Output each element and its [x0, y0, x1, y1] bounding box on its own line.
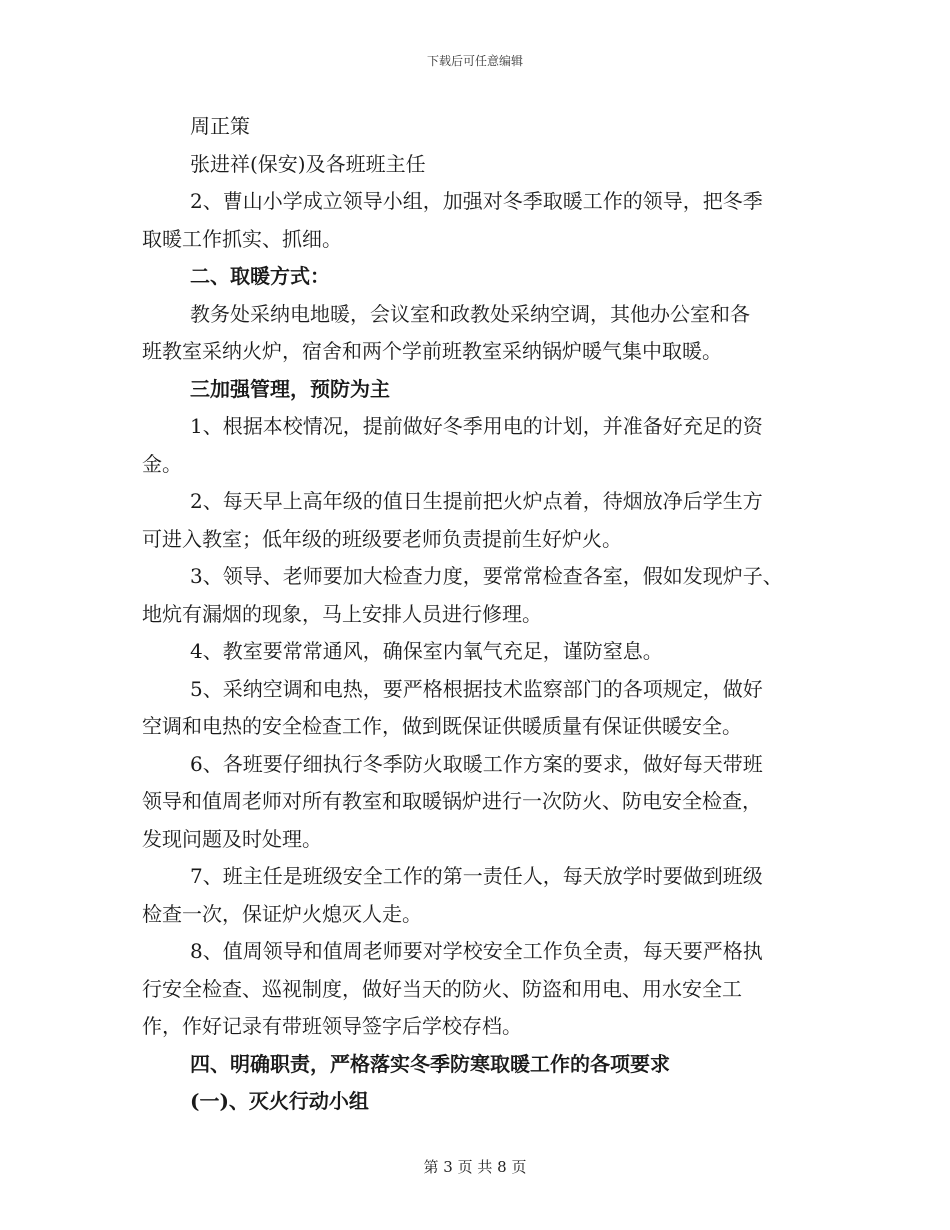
section-heading: 四、明确职责，严格落实冬季防寒取暖工作的各项要求	[190, 1051, 670, 1076]
body-text-line: 6、各班要仔细执行冬季防火取暖工作方案的要求，做好每天带班	[190, 751, 763, 776]
body-text-line: 2、曹山小学成立领导小组，加强对冬季取暖工作的领导，把冬季	[190, 189, 763, 213]
body-text-line: 作，作好记录有带班领导签字后学校存档。	[142, 1014, 522, 1038]
section-heading: (一)、灭火行动小组	[190, 1089, 369, 1113]
body-text-line: 空调和电热的安全检查工作，做到既保证供暖质量有保证供暖安全。	[142, 714, 742, 738]
page-footer: 第 3 页 共 8 页	[423, 1158, 527, 1176]
body-text-line: 行安全检查、巡视制度，做好当天的防火、防盗和用电、用水安全工	[142, 976, 742, 1001]
body-text-line: 地炕有漏烟的现象，马上安排人员进行修理。	[142, 601, 542, 626]
body-text-line: 金。	[142, 451, 182, 476]
body-text-line: 7、班主任是班级安全工作的第一责任人，每天放学时要做到班级	[190, 864, 763, 888]
body-text-line: 张进祥(保安)及各班班主任	[190, 151, 426, 176]
document-body	[142, 108, 808, 1121]
body-text-line: 4、教室要常常通风，确保室内氧气充足，谨防窒息。	[190, 639, 663, 663]
page-header: 下载后可任意编辑	[426, 54, 523, 68]
body-text-line: 周正策	[190, 114, 250, 138]
body-text-line: 8、值周领导和值周老师要对学校安全工作负全责，每天要严格执	[190, 939, 763, 963]
body-text-line: 5、采纳空调和电热，要严格根据技术监察部门的各项规定，做好	[190, 676, 763, 701]
body-text-line: 教务处采纳电地暖，会议室和政教处采纳空调，其他办公室和各	[190, 301, 750, 326]
body-text-line: 2、每天早上高年级的值日生提前把火炉点着，待烟放净后学生方	[190, 489, 763, 513]
section-heading: 二、取暖方式：	[190, 264, 330, 288]
body-text-line: 检查一次，保证炉火熄灭人走。	[142, 901, 422, 926]
section-heading: 三加强管理，预防为主	[190, 376, 390, 401]
body-text-line: 领导和值周老师对所有教室和取暖锅炉进行一次防火、防电安全检查，	[142, 789, 762, 813]
body-text-line: 3、领导、老师要加大检查力度，要常常检查各室，假如发现炉子、	[190, 564, 783, 588]
body-text-line: 1、根据本校情况，提前做好冬季用电的计划，并准备好充足的资	[190, 414, 763, 438]
body-text-line: 可进入教室；低年级的班级要老师负责提前生好炉火。	[142, 526, 622, 551]
body-text-line: 班教室采纳火炉，宿舍和两个学前班教室采纳锅炉暖气集中取暖。	[142, 339, 722, 363]
body-text-line: 发现问题及时处理。	[142, 826, 322, 851]
body-text-line: 取暖工作抓实、抓细。	[142, 226, 342, 251]
